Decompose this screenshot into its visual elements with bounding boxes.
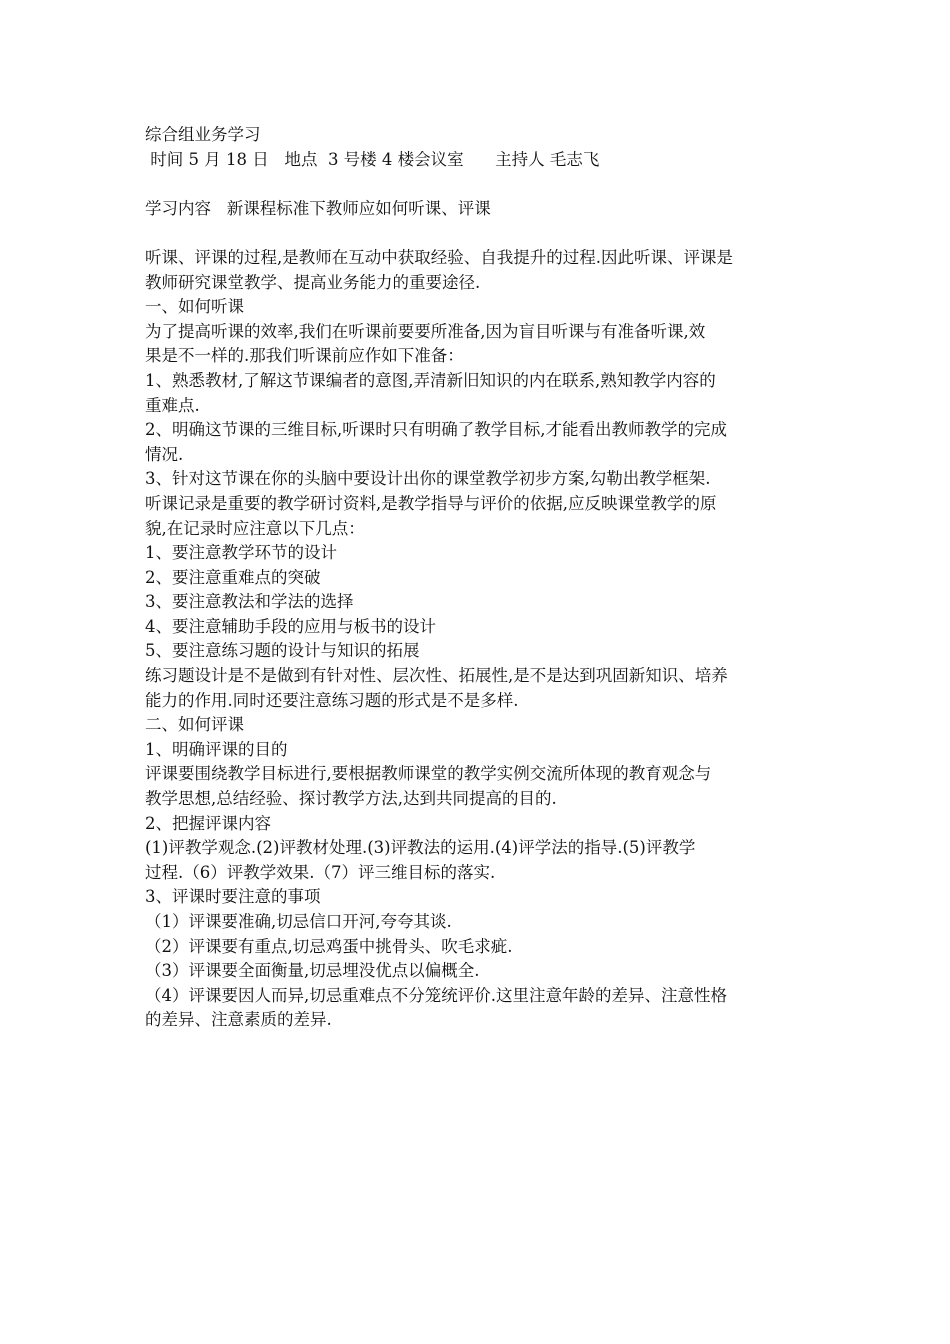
- list-item: （1）评课要准确,切忌信口开河,夸夸其谈.: [145, 912, 452, 931]
- section-heading-evaluating: 二、如何评课: [145, 715, 244, 735]
- document-page: [145, 123, 813, 1033]
- body-line: 教学思想,总结经验、探讨教学方法,达到共同提高的目的.: [145, 789, 557, 809]
- body-line: 情况.: [145, 444, 184, 464]
- body-line: 练习题设计是不是做到有针对性、层次性、拓展性,是不是达到巩固新知识、培养: [145, 666, 728, 686]
- subheading: 2、把握评课内容: [145, 813, 271, 833]
- body-line: 的差异、注意素质的差异.: [145, 1010, 332, 1030]
- meeting-info-line: 时间 5 月 18 日 地点 3 号楼 4 楼会议室 主持人 毛志飞: [145, 149, 600, 169]
- document-title: 综合组业务学习: [145, 125, 261, 144]
- list-item: 1、要注意教学环节的设计: [145, 543, 337, 563]
- body-line: 教师研究课堂教学、提高业务能力的重要途径.: [145, 272, 481, 292]
- body-line: (1)评教学观念.(2)评教材处理.(3)评教法的运用.(4)评学法的指导.(5)评教学: [145, 838, 696, 858]
- list-item: （3）评课要全面衡量,切忌埋没优点以偏概全.: [145, 961, 480, 981]
- blank-line: [145, 221, 813, 246]
- body-line: 能力的作用.同时还要注意练习题的形式是不是多样.: [145, 690, 519, 710]
- body-line: 听课、评课的过程,是教师在互动中获取经验、自我提升的过程.因此听课、评课是: [145, 247, 733, 267]
- body-line: 貌,在记录时应注意以下几点：: [145, 518, 365, 538]
- list-item: 4、要注意辅助手段的应用与板书的设计: [145, 616, 436, 636]
- list-item: 3、要注意教法和学法的选择: [145, 592, 354, 612]
- list-item: 5、要注意练习题的设计与知识的拓展: [145, 641, 420, 661]
- body-line: 1、熟悉教材,了解这节课编者的意图,弄清新旧知识的内在联系,熟知教学内容的: [145, 370, 716, 390]
- body-line: 果是不一样的.那我们听课前应作如下准备：: [145, 346, 464, 366]
- list-item: （4）评课要因人而异,切忌重难点不分笼统评价.这里注意年龄的差异、注意性格: [145, 985, 727, 1005]
- study-topic-line: 学习内容 新课程标准下教师应如何听课、评课: [145, 198, 491, 218]
- body-line: 2、明确这节课的三维目标,听课时只有明确了教学目标,才能看出教师教学的完成: [145, 420, 727, 440]
- list-item: （2）评课要有重点,切忌鸡蛋中挑骨头、吹毛求疵.: [145, 936, 513, 956]
- section-heading-listening: 一、如何听课: [145, 297, 244, 317]
- body-line: 为了提高听课的效率,我们在听课前要要所准备,因为盲目听课与有准备听课,效: [145, 321, 706, 341]
- body-line: 3、针对这节课在你的头脑中要设计出你的课堂教学初步方案,勾勒出教学框架.: [145, 469, 711, 489]
- body-line: 重难点.: [145, 395, 200, 415]
- blank-line: [145, 172, 813, 197]
- subheading: 1、明确评课的目的: [145, 739, 288, 759]
- subheading: 3、评课时要注意的事项: [145, 887, 321, 907]
- body-line: 听课记录是重要的教学研讨资料,是教学指导与评价的依据,应反映课堂教学的原: [145, 493, 717, 513]
- body-line: 评课要围绕教学目标进行,要根据教师课堂的教学实例交流所体现的教育观念与: [145, 764, 712, 784]
- body-line: 过程.（6）评教学效果.（7）评三维目标的落实.: [145, 862, 496, 882]
- document-body: [145, 246, 813, 1033]
- list-item: 2、要注意重难点的突破: [145, 567, 321, 587]
